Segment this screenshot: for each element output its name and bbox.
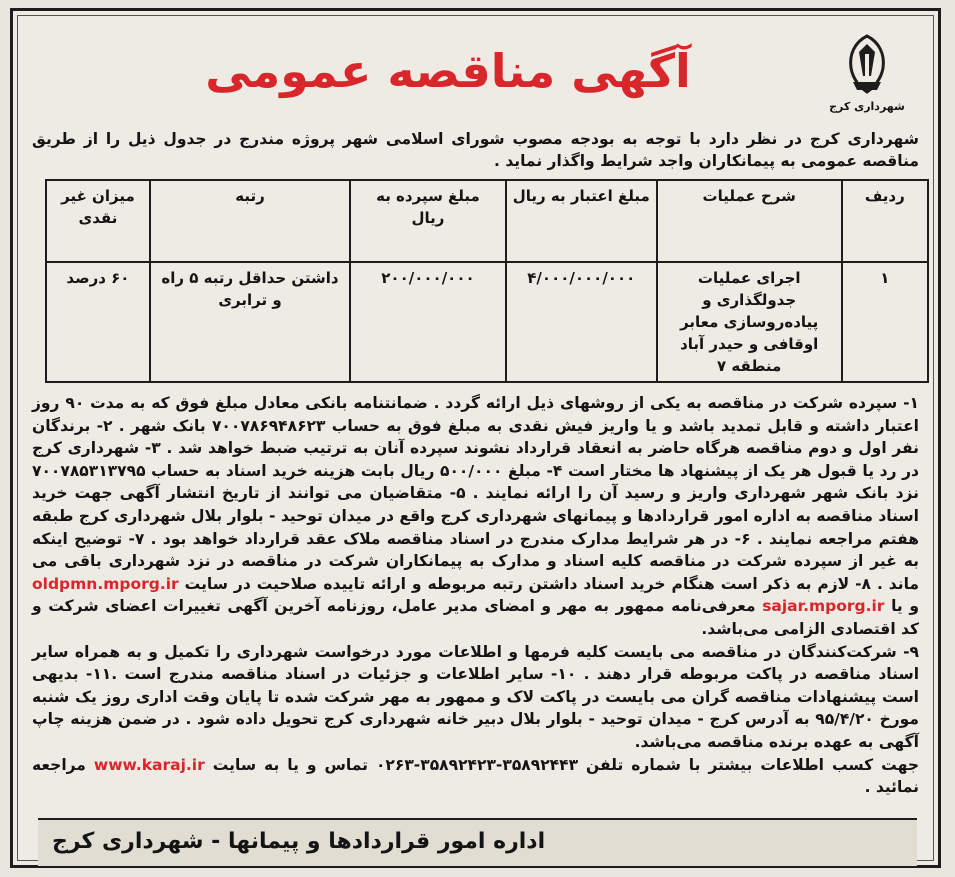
cell-assigned-amount: ۲۰۰/۰۰۰/۰۰۰: [350, 262, 506, 382]
table-header-row: [46, 180, 928, 262]
contact-paragraph: [32, 754, 919, 799]
cell-grade: داشتن حداقل رتبه ۵ راه و ترابری: [150, 262, 350, 382]
header-non-cash: میزان غیر نقدی: [46, 180, 150, 262]
conditions-text: [32, 392, 919, 799]
contact-text: جهت کسب اطلاعات بیشتر با شماره تلفن ۳۵۸۹۲۴۴۳-۳۵۸۹۲۴۲۳-۰۲۶۳ تماس و یا به سایت: [212, 755, 919, 774]
conditions-1-text: ۱- سپرده شرکت در مناقصه به یکی از روشهای ذیل ارائه گردد . ضمانتنامه بانکی معادل مبلغ فوق که به مدت ۹۰ روز اعتبار داشته و قابل تمدید باشد و یا واریز فیش نقدی به مبلغ فوق به حساب ۷۰۰۷۸۶۹۴۸۶۲۳ بانک شهر . ۲- برندگان نفر اول و دوم مناقصه هرگاه حاضر به انعقاد قرارداد نشوند سپرده آنان به ترتیب ضبط خواهد شد . ۳- شهرداری کرج در رد یا قبول هر یک از پیشنهاد ها مختار است ۴- مبلغ ۵۰۰/۰۰۰ ریال بابت هزینه خرید اسناد به حساب ۷۰۰۷۸۵۳۱۳۷۹۵ نزد بانک شهر شهرداری واریز و رسید آن را ارائه نمایند . ۵- متقاضیان می توانند از تاریخ انتشار آگهی جهت خرید اسناد مناقصه به اداره امور قراردادها و پیمانهای شهرداری کرج واقع در میدان توحید - بلوار بلال شهرداری کرج طبقه هفتم مراجعه نمایند . ۶- در هر شرایط مدارک مندرج در اسناد مناقصه ملاک عقد قرارداد خواهد بود . ۷- توضیح اینکه به غیر از سپرده شرکت در مناقصه کلیه اسناد و مدارک به پیمانکاران شرکت در مناقصه در نزد شهرداری باقی می ماند . ۸- لازم به ذکر است هنگام خرید اسناد داشتن رتبه مربوطه و ارائه تاییده صلاحیت در سایت: [32, 394, 919, 593]
logo-caption: شهرداری کرج: [829, 100, 905, 113]
cell-non-cash: ۶۰ درصد: [46, 262, 150, 382]
conditions-paragraph-2: ۹- شرکت‌کنندگان در مناقصه می بایست کلیه فرمها و اطلاعات مورد درخواست شهرداری را تکمیل و به همراه سایر اسناد مناقصه در پاکت مربوطه قرار دهند . ۱۰- سایر اطلاعات و جزئیات در اسناد مناقصه مندرج است .۱۱- بدیهی است پیشنهادات مناقصه گران می بایست در پاکت لاک و ممهور به مهر شرکت شده تا پایان وقت اداری روز یک شنبه مورخ ۹۵/۴/۲۰ به آدرس کرج - میدان توحید - بلوار بلال دبیر خانه شهرداری کرج تحویل داده شود . در ضمن هزینه چاپ آگهی به عهده برنده مناقصه می‌باشد.: [32, 642, 920, 751]
karaj-website-link[interactable]: www.karaj.ir: [93, 755, 205, 774]
cell-row-number: ۱: [842, 262, 928, 382]
karaj-municipality-logo: [829, 32, 905, 113]
header-credit-amount: مبلغ اعتبار به ریال: [506, 180, 657, 262]
tender-table: [45, 179, 929, 383]
contact-tail: مراجعه نمائید .: [32, 755, 919, 797]
conditions-1-or: و یا: [891, 597, 919, 616]
header-operations: شرح عملیات: [657, 180, 842, 262]
notice-inner-frame: [17, 15, 934, 861]
cell-credit-amount: ۴/۰۰۰/۰۰۰/۰۰۰: [506, 262, 657, 382]
header-assigned-amount: مبلغ سپرده به ریال: [350, 180, 506, 262]
notice-title: آگهی مناقصه عمومی: [205, 44, 691, 98]
conditions-1-tail: معرفی‌نامه ممهور به مهر و امضای مدیر عامل، روزنامه آخرین آگهی تغییرات اعضای شرکت و کد اقتصادی الزامی می‌باشد.: [32, 597, 919, 638]
conditions-paragraph-1: [32, 392, 919, 641]
table-row: [46, 262, 928, 382]
cell-operations: اجرای عملیات جدولگذاری و پیاده‌روسازی معابر اوقافی و حیدر آباد منطقه ۷: [657, 262, 842, 382]
municipality-emblem-icon: [841, 32, 893, 98]
oldpmn-link[interactable]: oldpmn.mporg.ir: [32, 574, 179, 593]
header-row-number: ردیف: [842, 180, 928, 262]
footer-issuer: اداره امور قراردادها و پیمانها - شهرداری کرج: [38, 818, 917, 868]
intro-paragraph: شهرداری کرج در نظر دارد با توجه به بودجه مصوب شورای اسلامی شهر پروژه مندرج در جدول ذیل را از طریق مناقصه عمومی به پیمانکاران واجد شرایط واگذار نماید .: [32, 130, 919, 170]
notice-frame: [10, 8, 941, 868]
header-grade: رتبه: [150, 180, 350, 262]
sajar-link[interactable]: sajar.mporg.ir: [762, 597, 885, 616]
